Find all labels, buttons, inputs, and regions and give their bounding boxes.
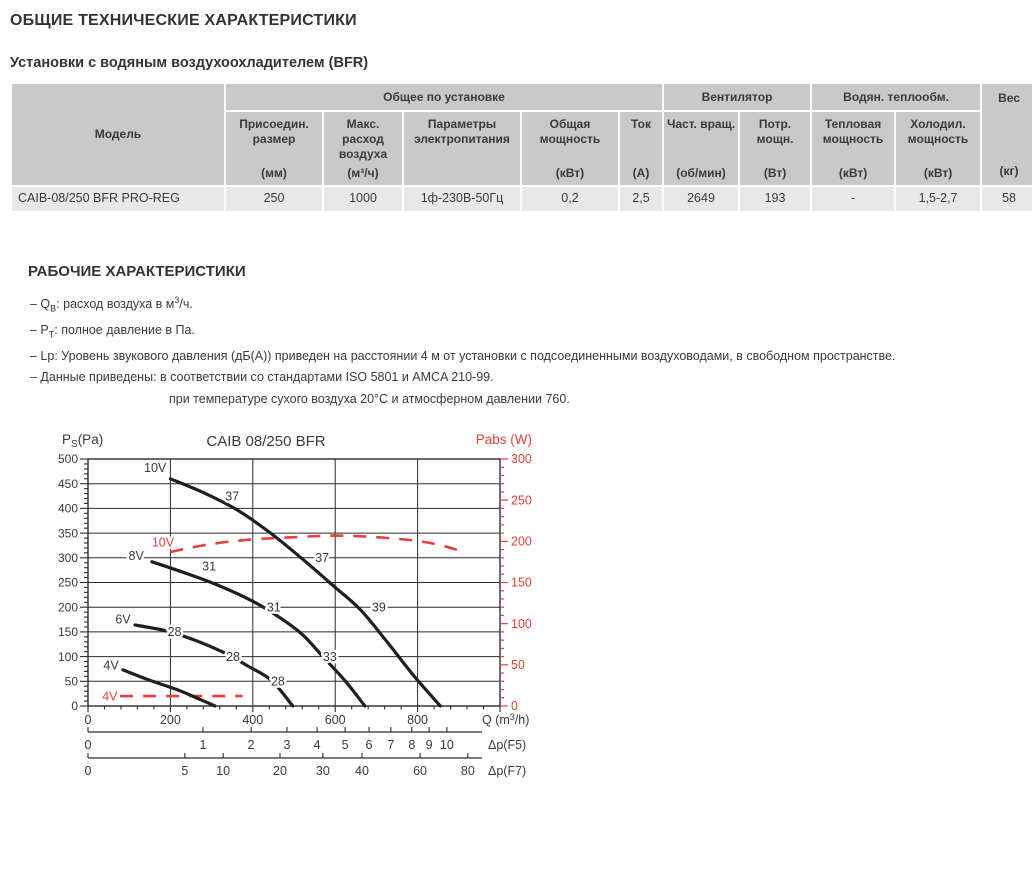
model-column-header: Модель [12, 84, 224, 185]
scale-tick-label: 30 [315, 764, 330, 778]
section-subtitle: Установки с водяным воздухоохладителем (BFR) [10, 55, 369, 71]
value-cell: 1ф-230В-50Гц [404, 187, 520, 211]
value-cell: 58 [982, 187, 1032, 211]
column-header: Тепловая мощность (кВт) [812, 112, 894, 185]
lp-label: 28 [226, 649, 240, 664]
scale-label: Δp(F5) [488, 738, 527, 752]
scale-tick-label: 80 [460, 764, 475, 778]
scale-tick-label: 0 [84, 738, 92, 752]
column-header: Част. вращ. (об/мин) [664, 112, 738, 185]
value-cell: 193 [740, 187, 810, 211]
right-axis-tick-label: 300 [511, 452, 532, 467]
left-axis-tick-label: 500 [57, 452, 78, 467]
right-axis-tick-label: 250 [511, 493, 532, 508]
column-header: Параметры электропитания [404, 112, 520, 185]
scale-label: Δp(F7) [488, 764, 527, 778]
note-line: – $P_Т$: полное давление в Па. [30, 323, 195, 340]
column-header: Ток (А) [620, 112, 662, 185]
column-header: Холодил. мощность (кВт) [896, 112, 980, 185]
value-cell: 1000 [324, 187, 402, 211]
speed-label-10V: 10V [151, 535, 175, 550]
column-header: Общая мощность (кВт) [522, 112, 618, 185]
lp-label: 31 [266, 600, 281, 615]
performance-heading: РАБОЧИЕ ХАРАКТЕРИСТИКИ [28, 263, 246, 280]
right-axis-title: Pabs (W) [475, 432, 532, 447]
value-cell: 0,2 [522, 187, 618, 211]
right-axis-tick-label: 50 [511, 658, 525, 673]
lp-label: 33 [322, 649, 337, 664]
speed-label-10V: 10V [144, 461, 167, 476]
fan-curve-10V [167, 479, 440, 706]
spec-table [10, 82, 1032, 213]
scale-tick-label: 8 [408, 738, 416, 752]
scale-tick-label: 60 [413, 764, 428, 778]
x-axis-tick-label: 200 [159, 713, 181, 727]
scale-tick-label: 9 [425, 738, 433, 752]
fan-curve-4V [123, 670, 215, 706]
lp-label: 39 [371, 600, 386, 615]
performance-notes [30, 290, 895, 410]
fan-curve-6V [135, 625, 293, 706]
scale-tick-label: 6 [365, 738, 373, 752]
lp-label: 31 [202, 559, 217, 574]
page-title: ОБЩИЕ ТЕХНИЧЕСКИЕ ХАРАКТЕРИСТИКИ [10, 12, 357, 29]
group-header-fan: Вентилятор [664, 84, 810, 110]
scale-tick-label: 5 [181, 764, 189, 778]
performance-chart [0, 418, 1032, 877]
x-axis-tick-label: 800 [407, 713, 429, 727]
x-axis-label: Q $(m^3/h)$ [482, 712, 530, 727]
left-axis-tick-label: 300 [57, 551, 78, 565]
speed-label-6V: 6V [115, 612, 131, 627]
scale-tick-label: 2 [247, 738, 255, 752]
value-cell: 2,5 [620, 187, 662, 211]
lp-label: 28 [167, 625, 182, 640]
note-line: при температуре сухого воздуха 20°C и атмосферном давлении 760. [169, 391, 570, 406]
value-cell: - [812, 187, 894, 211]
scale-tick-label: 0 [84, 764, 92, 778]
scale-tick-label: 7 [387, 738, 395, 752]
scale-tick-label: 1 [199, 738, 207, 752]
note-line: – Lp: Уровень звукового давления (дБ(А)) приведен на расстоянии 4 м от установки с подсоединенными воздуховодами, в свободном пространстве. [30, 348, 896, 363]
scale-tick-label: 4 [313, 738, 321, 752]
right-axis-tick-label: 100 [511, 616, 532, 631]
table-row [12, 187, 1032, 211]
weight-header-label: Вес [998, 91, 1020, 105]
lp-label: 37 [225, 489, 240, 504]
value-cell: 1,5-2,7 [896, 187, 980, 211]
lp-label: 28 [270, 674, 285, 689]
left-axis-tick-label: 100 [57, 649, 78, 664]
speed-label-8V: 8V [128, 549, 144, 564]
column-header: Потр. мощн. (Вт) [740, 112, 810, 185]
lp-label: 37 [315, 551, 329, 566]
chart-title: CAIB 08/250 BFR [206, 433, 326, 450]
weight-unit-label: (кг) [999, 164, 1019, 178]
x-axis-tick-label: 400 [242, 713, 264, 727]
speed-label-4V: 4V [103, 658, 119, 673]
weight-column-header [982, 84, 1032, 185]
right-axis-tick-label: 0 [511, 699, 518, 714]
left-axis-tick-label: 250 [57, 575, 78, 590]
left-axis-tick-label: 450 [57, 476, 78, 491]
left-axis-tick-label: 0 [71, 699, 78, 714]
left-axis-tick-label: 50 [64, 674, 78, 689]
left-axis-tick-label: 400 [57, 501, 78, 516]
x-axis-tick-label: 600 [324, 713, 346, 727]
note-line: – Данные приведены: в соответствии со стандартами ISO 5801 и AMCA 210-99. [30, 370, 494, 385]
column-header: Макс. расход воздуха (м³/ч) [324, 112, 402, 185]
group-header-unit-general: Общее по установке [226, 84, 662, 110]
note-line: – $Q_В$: расход воздуха в $м^3/ч$. [30, 295, 193, 314]
right-axis-tick-label: 200 [511, 534, 532, 549]
value-cell: 2649 [664, 187, 738, 211]
speed-label-4V: 4V [102, 689, 118, 704]
scale-tick-label: 5 [341, 738, 349, 752]
right-axis-tick-label: 150 [511, 575, 532, 590]
column-header: Присоедин. размер (мм) [226, 112, 322, 185]
left-axis-tick-label: 150 [57, 625, 78, 640]
model-value-cell: CAIB-08/250 BFR PRO-REG [12, 187, 224, 211]
power-curve-10V [170, 536, 458, 552]
left-axis-tick-label: 200 [57, 600, 78, 615]
scale-tick-label: 3 [283, 738, 291, 752]
left-axis-title: $P_S(Pa)$ [62, 432, 104, 450]
scale-tick-label: 20 [273, 764, 287, 778]
scale-tick-label: 10 [216, 764, 231, 778]
x-axis-tick-label: 0 [84, 713, 92, 727]
scale-tick-label: 10 [439, 738, 454, 752]
value-cell: 250 [226, 187, 322, 211]
scale-tick-label: 40 [355, 764, 369, 778]
left-axis-tick-label: 350 [57, 526, 78, 541]
group-header-water-exchanger: Водян. теплообм. [812, 84, 980, 110]
